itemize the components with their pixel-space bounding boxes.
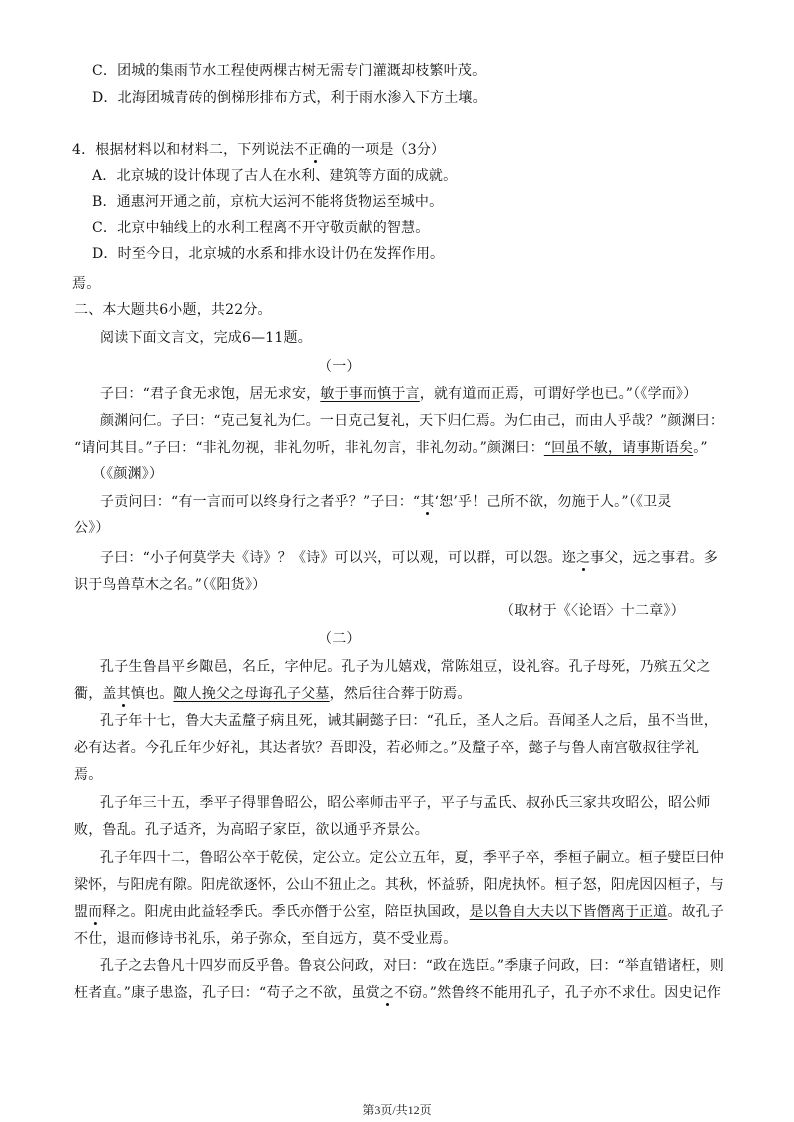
option-d-text: D．北海团城青砖的倒梯形排布方式，利于雨水渗入下方土壤。: [92, 90, 487, 106]
passage-1-line-5: [100, 493, 672, 511]
passage-1-line-7: [100, 549, 718, 567]
text-run: 枉者直。”康子患盗，孔子曰：“苟子之不欲，虽赏: [74, 985, 380, 1001]
option-c-text: C．团城的集雨节水工程使两棵古树无需专门灌溉却枝繁叶茂。: [92, 63, 487, 79]
instruction-text: 阅读下面文言文，完成6—11题。: [100, 330, 312, 346]
question-4-option-b: [92, 193, 443, 211]
passage-2-line-2: [74, 685, 472, 703]
text-run: （《颜渊》）: [92, 466, 164, 482]
reading-instruction: [100, 329, 312, 347]
passage-2-line-8: [100, 849, 724, 867]
text-run: ，然后往合葬于防焉。: [329, 686, 472, 702]
passage-2-line-6: [100, 794, 711, 812]
part-2-label: （二）: [318, 631, 361, 647]
text-run: 事父，远之事君。多: [590, 550, 718, 566]
text-run: 孔子年三十五，季平子得罪鲁昭公，昭公率师击平子，平子与孟氏、叔孙氏三家共攻昭公，昭公师: [100, 795, 711, 811]
emphasis-dotted: 之: [379, 985, 395, 1001]
text-run: 。”: [693, 440, 708, 456]
text-run: 盟: [74, 904, 89, 920]
emphasis-dotted: 之: [575, 550, 591, 566]
passage-1-line-3: [74, 439, 708, 457]
option-c-line: [92, 62, 486, 80]
text-run: 识于鸟兽草木之名。”（《阳货》）: [74, 577, 267, 593]
text-run: 子贡问曰：“有一言而可以终身行之者乎？”子曰：“: [100, 494, 421, 510]
source-text: （取材于《〈论语〉十二章》）: [500, 603, 685, 619]
question-4-text-a: 4．根据材料以和材料二，下列说法: [72, 142, 295, 158]
text-run: 孔子年四十二，鲁昭公卒于乾侯，定公立。定公立五年，夏，季平子卒，季桓子嗣立。桓子嬖臣曰仲: [100, 850, 725, 866]
text-run: ‘恕’乎！己所不欲，勿施于人。”（《卫灵: [434, 494, 672, 510]
passage-2-line-1: [100, 658, 711, 676]
passage-2-line-7: [74, 821, 429, 839]
underlined-phrase: 敏于事而慎于言: [320, 386, 420, 402]
emphasis-dotted: 不正确: [294, 142, 337, 158]
emphasis-not-correct: [294, 142, 337, 158]
text-run: 梁怀，与阳虎有隙。阳虎欲逐怀，公山不狃止之。其秋，怀益骄，阳虎执怀。桓子怒，阳虎因囚桓子，与: [74, 877, 725, 893]
passage-2-line-10: [74, 903, 724, 921]
text-run: 子曰：“小子何莫学夫《诗》？《诗》可以兴，可以观，可以群，可以怨。迩: [100, 550, 576, 566]
text-run: 焉。: [74, 767, 103, 783]
underlined-phrase: “回虽不敏，请事斯语矣: [543, 440, 694, 456]
passage-2-line-5: [74, 766, 102, 784]
text-run: “请问其目。”子曰：“非礼勿视，非礼勿听，非礼勿言，非礼勿动。”颜渊曰：: [74, 440, 544, 456]
question-4-option-d: [92, 245, 444, 263]
passage-1-line-8: [74, 576, 266, 594]
underlined-phrase: 陬人挽父之母诲孔子父墓: [173, 686, 330, 702]
option-d-line: [92, 89, 487, 107]
text-run: 孔子之去鲁凡十四岁而反乎鲁。鲁哀公问政，对曰：“政在选臣。”季康子问政，曰：“举直错诸枉，则: [100, 958, 724, 974]
section-2-text: 二、本大题共6小题，共22分。: [74, 302, 272, 318]
page-number: 第3页/共12页: [362, 1103, 432, 1117]
question-4-option-c: [92, 219, 430, 237]
question-4-text-c: 的一项是（3分）: [336, 142, 446, 158]
option-text: B．通惠河开通之前，京杭大运河不能将货物运至城中。: [92, 194, 444, 210]
text-run: 衢，盖: [74, 686, 117, 702]
emphasis-dotted: 而: [88, 904, 103, 920]
question-4-stem: [72, 141, 445, 159]
question-5: [72, 275, 100, 293]
option-text: D．时至今日，北京城的水系和排水设计仍在发挥作用。: [92, 246, 445, 262]
text-run: 子曰：“君子食无求饱，居无求安，: [100, 386, 321, 402]
section-2-heading: [74, 301, 272, 319]
passage-1-line-1: [100, 385, 697, 403]
part-2-heading: [318, 630, 361, 648]
text-run: 不仕，退而修诗书礼乐，弟子弥众，至自远方，莫不受业焉。: [74, 931, 458, 947]
question-5-text: 焉。: [72, 276, 101, 292]
source-citation: [500, 602, 685, 620]
passage-2-line-4: [74, 739, 699, 757]
passage-2-line-11: [74, 930, 457, 948]
text-run: ，就有道而正焉，可谓好学也已。”（《学而》）: [419, 386, 698, 402]
option-text: C．北京中轴线上的水利工程离不开守敬贡献的智慧。: [92, 220, 430, 236]
underlined-phrase: 是以鲁自大夫以下皆僭离于正道: [469, 904, 668, 920]
page-number-footer: [0, 1103, 794, 1117]
passage-2-line-3: [100, 712, 718, 730]
emphasis-dotted: 其: [420, 494, 435, 510]
text-run: 。故孔子: [667, 904, 724, 920]
emphasis-dotted: 其: [116, 686, 131, 702]
text-run: 不窃。”然鲁终不能用孔子，孔子亦不求仕。因史记作: [394, 985, 722, 1001]
passage-1-line-6: [74, 519, 110, 537]
text-run: 慎也。: [130, 686, 174, 702]
text-run: 败，鲁乱。孔子适齐，为高昭子家臣，欲以通乎齐景公。: [74, 822, 429, 838]
passage-1-line-4: [92, 465, 163, 483]
text-run: 孔子年十七，鲁大夫孟釐子病且死，诫其嗣懿子曰：“孔丘，圣人之后。吾闻圣人之后，虽不当世，: [100, 713, 718, 729]
text-run: 释之。阳虎由此益轻季氏。季氏亦僭于公室，陪臣执国政，: [102, 904, 470, 920]
option-text: A．北京城的设计体现了古人在水利、建筑等方面的成就。: [92, 168, 458, 184]
part-1-heading: [318, 358, 361, 376]
text-run: 必有达者。今孔丘年少好礼，其达者欤？吾即没，若必师之。”及釐子卒，懿子与鲁人南宫敬叔往学礼: [74, 740, 700, 756]
text-run: 孔子生鲁昌平乡陬邑，名丘，字仲尼。孔子为儿嬉戏，常陈俎豆，设礼容。孔子母死，乃殡五父之: [100, 659, 711, 675]
text-run: 公》）: [74, 520, 110, 536]
passage-2-line-9: [74, 876, 724, 894]
passage-2-line-12: [100, 957, 724, 975]
passage-2-line-13: [74, 984, 721, 1002]
question-4-option-a: [92, 167, 457, 185]
part-1-label: （一）: [318, 359, 361, 375]
text-run: 颜渊问仁。子曰：“克己复礼为仁。一日克己复礼，天下归仁焉。为仁由己，而由人乎哉？”颜渊曰：: [100, 413, 724, 429]
passage-1-line-2: [100, 412, 724, 430]
